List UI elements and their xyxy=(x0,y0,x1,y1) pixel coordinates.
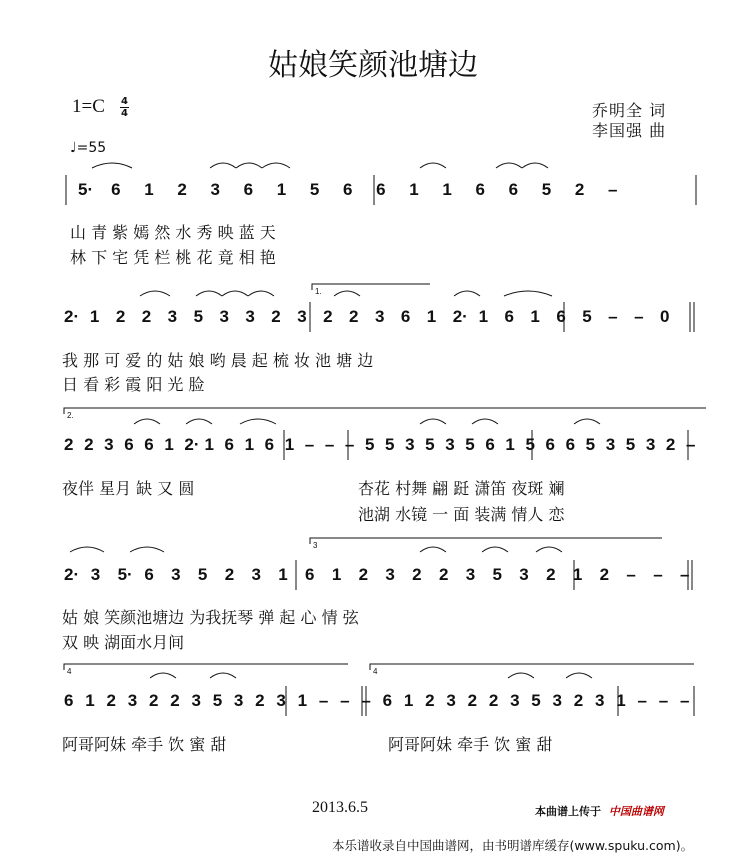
note: – xyxy=(634,307,644,326)
note: 3 xyxy=(510,691,520,710)
note: 2 xyxy=(438,565,449,584)
note: – xyxy=(344,435,355,454)
volta-bracket xyxy=(64,664,348,670)
note: 6 xyxy=(111,180,121,199)
note: 2· xyxy=(64,565,80,584)
note: 3 xyxy=(446,691,456,710)
note: 3 xyxy=(210,180,220,199)
note: 6 xyxy=(305,565,315,584)
lyric-line: 林 下 宅 凭 栏 桃 花 竟 相 艳 xyxy=(70,248,276,267)
note: 1 xyxy=(204,435,214,454)
slur xyxy=(496,163,522,168)
slur xyxy=(248,291,274,296)
note: 2 xyxy=(64,435,74,454)
note: 6 xyxy=(343,180,353,199)
note: 3 xyxy=(276,691,286,710)
note: 2 xyxy=(425,691,435,710)
note: 6 xyxy=(376,180,386,199)
note: 3 xyxy=(104,435,114,454)
slur xyxy=(210,163,236,168)
note: 2 xyxy=(84,435,94,454)
note: 2 xyxy=(573,691,584,710)
slur xyxy=(420,547,446,552)
note: 2 xyxy=(115,307,126,326)
lyric-line: 夜伴 星月 缺 又 圆 xyxy=(62,479,195,498)
note: 5 xyxy=(197,565,208,584)
slur xyxy=(454,291,480,296)
note: 1 xyxy=(478,307,489,326)
note: 6 xyxy=(144,435,154,454)
note: – xyxy=(608,307,618,326)
volta-number: 2. xyxy=(67,411,74,420)
date: 2013.6.5 xyxy=(312,799,368,816)
note: 1 xyxy=(616,691,626,710)
note: 6 xyxy=(400,307,411,326)
slur xyxy=(508,673,534,678)
slur xyxy=(566,673,592,678)
slur xyxy=(504,291,552,296)
lyric-line: 姑 娘 笑颜池塘边 为我抚琴 弹 起 心 情 弦 xyxy=(62,608,359,627)
note: 2 xyxy=(488,691,499,710)
note: 1 xyxy=(276,180,287,199)
slur xyxy=(92,163,132,168)
note: 5 xyxy=(465,435,475,454)
note: 5 xyxy=(492,565,502,584)
note: 2 xyxy=(546,565,556,584)
note: 6 xyxy=(475,180,485,199)
lyric-line: 山 青 紫 嫣 然 水 秀 映 蓝 天 xyxy=(70,223,276,242)
slur xyxy=(522,163,548,168)
slur xyxy=(70,547,104,552)
note: 6 xyxy=(504,307,514,326)
note: 1 xyxy=(409,180,419,199)
volta-number: 4 xyxy=(373,667,378,676)
lyric-line: 阿哥阿妹 牵手 饮 蜜 甜 xyxy=(388,735,553,754)
note: 1 xyxy=(403,691,414,710)
note: 3 xyxy=(385,565,395,584)
note: 5 xyxy=(582,307,592,326)
note: 2· xyxy=(184,435,200,454)
note: 1 xyxy=(426,307,437,326)
note: 3 xyxy=(465,565,476,584)
note: 2· xyxy=(452,307,468,326)
slur xyxy=(150,673,176,678)
note: 5 xyxy=(531,691,541,710)
note: 1 xyxy=(164,435,174,454)
note: 5· xyxy=(117,565,133,584)
note: 1 xyxy=(244,435,255,454)
note: 2 xyxy=(177,180,187,199)
note: 3 xyxy=(233,691,244,710)
time-top: 4 xyxy=(121,96,128,107)
note: 1 xyxy=(89,307,100,326)
note: 1 xyxy=(297,691,308,710)
slur xyxy=(574,419,600,424)
note: 2 xyxy=(467,691,478,710)
key-signature: 1=C xyxy=(72,96,105,117)
note: 2· xyxy=(64,307,80,326)
note: 1 xyxy=(278,565,288,584)
note: 5 xyxy=(385,435,395,454)
note: 1 xyxy=(144,180,154,199)
note: 1 xyxy=(572,565,583,584)
note: 0 xyxy=(660,307,670,326)
note: – xyxy=(340,691,350,710)
lyric-line: 双 映 湖面水月间 xyxy=(62,633,185,652)
note: 6 xyxy=(144,565,154,584)
note: 3 xyxy=(374,307,385,326)
slur xyxy=(262,163,290,168)
note: 3 xyxy=(645,435,656,454)
lyricist-credit: 乔明全 词 xyxy=(592,101,667,120)
slur xyxy=(130,547,164,552)
note: 3 xyxy=(167,307,178,326)
slur xyxy=(240,419,276,424)
note: 1 xyxy=(505,435,515,454)
note: 2 xyxy=(323,307,333,326)
note: 5 xyxy=(541,180,552,199)
note: 1 xyxy=(530,307,540,326)
slur xyxy=(222,291,248,296)
note: 2 xyxy=(224,565,235,584)
upload-note: 本曲谱上传于 中国曲谱网 xyxy=(535,805,664,818)
note: 5 xyxy=(585,435,596,454)
note: 5 xyxy=(625,435,636,454)
note: 2 xyxy=(141,307,152,326)
slur xyxy=(482,547,508,552)
lyric-line: 我 那 可 爱 的 姑 娘 哟 晨 起 梳 妆 池 塘 边 xyxy=(62,351,374,370)
note: 3 xyxy=(90,565,101,584)
note: 5 xyxy=(525,435,535,454)
note: 2 xyxy=(358,565,369,584)
note: 2 xyxy=(665,435,676,454)
note: – xyxy=(361,691,371,710)
slur xyxy=(536,547,562,552)
slur xyxy=(134,419,160,424)
note: 5 xyxy=(212,691,223,710)
lyric-line: 日 看 彩 霞 阳 光 脸 xyxy=(62,375,205,394)
time-bottom: 4 xyxy=(121,108,128,119)
note: 6 xyxy=(382,691,393,710)
time-signature xyxy=(120,96,129,119)
note: – xyxy=(680,565,690,584)
note: 6 xyxy=(243,180,254,199)
volta-bracket xyxy=(312,284,430,290)
note: – xyxy=(626,565,636,584)
song-title: 姑娘笑颜池塘边 xyxy=(268,48,478,83)
note: 3 xyxy=(127,691,138,710)
note: 1 xyxy=(284,435,295,454)
slur xyxy=(472,419,498,424)
note: 6 xyxy=(508,180,519,199)
note: 1 xyxy=(442,180,452,199)
note: – xyxy=(658,691,669,710)
slur xyxy=(186,419,212,424)
note: 3 xyxy=(605,435,616,454)
lyric-line: 阿哥阿妹 牵手 饮 蜜 甜 xyxy=(62,735,227,754)
note: – xyxy=(324,435,335,454)
note: 2 xyxy=(599,565,610,584)
lyric-line: 杏花 村舞 翩 跹 潇笛 夜斑 斓 xyxy=(358,479,565,498)
volta-number: 1. xyxy=(315,287,322,296)
note: – xyxy=(608,180,618,199)
volta-bracket xyxy=(64,408,706,414)
lyric-line: 池湖 水镜 一 面 装满 情人 恋 xyxy=(358,505,565,524)
note: 3 xyxy=(405,435,415,454)
note: 1 xyxy=(331,565,342,584)
volta-bracket xyxy=(310,538,662,544)
note: 2 xyxy=(148,691,159,710)
note: 2 xyxy=(574,180,585,199)
slur xyxy=(236,163,262,168)
note: 6 xyxy=(485,435,495,454)
note: 5· xyxy=(78,180,94,199)
note: 3 xyxy=(297,307,307,326)
note: 5 xyxy=(425,435,435,454)
note: 6 xyxy=(556,307,566,326)
volta-bracket xyxy=(370,664,694,670)
slur xyxy=(196,291,222,296)
note: 2 xyxy=(170,691,180,710)
site-logo: 中国曲谱网 xyxy=(608,805,664,818)
note: 5 xyxy=(364,435,375,454)
slur xyxy=(334,291,360,296)
note: 1 xyxy=(85,691,95,710)
slur xyxy=(420,163,446,168)
note: 3 xyxy=(191,691,201,710)
volta-number: 4 xyxy=(67,667,72,676)
note: 5 xyxy=(193,307,204,326)
tempo-marking: ♩=55 xyxy=(70,140,107,156)
note: 6 xyxy=(64,691,74,710)
note: 3 xyxy=(219,307,229,326)
composer-credit: 李国强 曲 xyxy=(592,121,667,140)
note: 3 xyxy=(171,565,181,584)
note: 3 xyxy=(251,565,261,584)
note: 2 xyxy=(106,691,116,710)
note: – xyxy=(680,691,690,710)
note: 2 xyxy=(349,307,359,326)
note: 3 xyxy=(595,691,605,710)
note: 6 xyxy=(224,435,234,454)
note: 3 xyxy=(519,565,529,584)
note: 2 xyxy=(271,307,281,326)
note: 6 xyxy=(545,435,556,454)
note: – xyxy=(637,691,647,710)
note: 3 xyxy=(245,307,255,326)
note: – xyxy=(304,435,315,454)
note: 6 xyxy=(264,435,275,454)
note: – xyxy=(318,691,329,710)
note: 6 xyxy=(124,435,134,454)
note: 3 xyxy=(552,691,563,710)
slur xyxy=(210,673,236,678)
slur xyxy=(420,419,446,424)
volta-number: 3 xyxy=(313,541,318,550)
note: 2 xyxy=(412,565,422,584)
note: 6 xyxy=(565,435,576,454)
note: 5 xyxy=(309,180,320,199)
note: – xyxy=(686,435,696,454)
note: – xyxy=(653,565,663,584)
source-footer: 本乐谱收录自中国曲谱网，由书明谱库缓存(www.spuku.com)。 xyxy=(332,838,694,853)
slur xyxy=(140,291,170,296)
note: 3 xyxy=(445,435,455,454)
quarter-note-icon: ♩ xyxy=(70,140,77,156)
note: 2 xyxy=(255,691,265,710)
